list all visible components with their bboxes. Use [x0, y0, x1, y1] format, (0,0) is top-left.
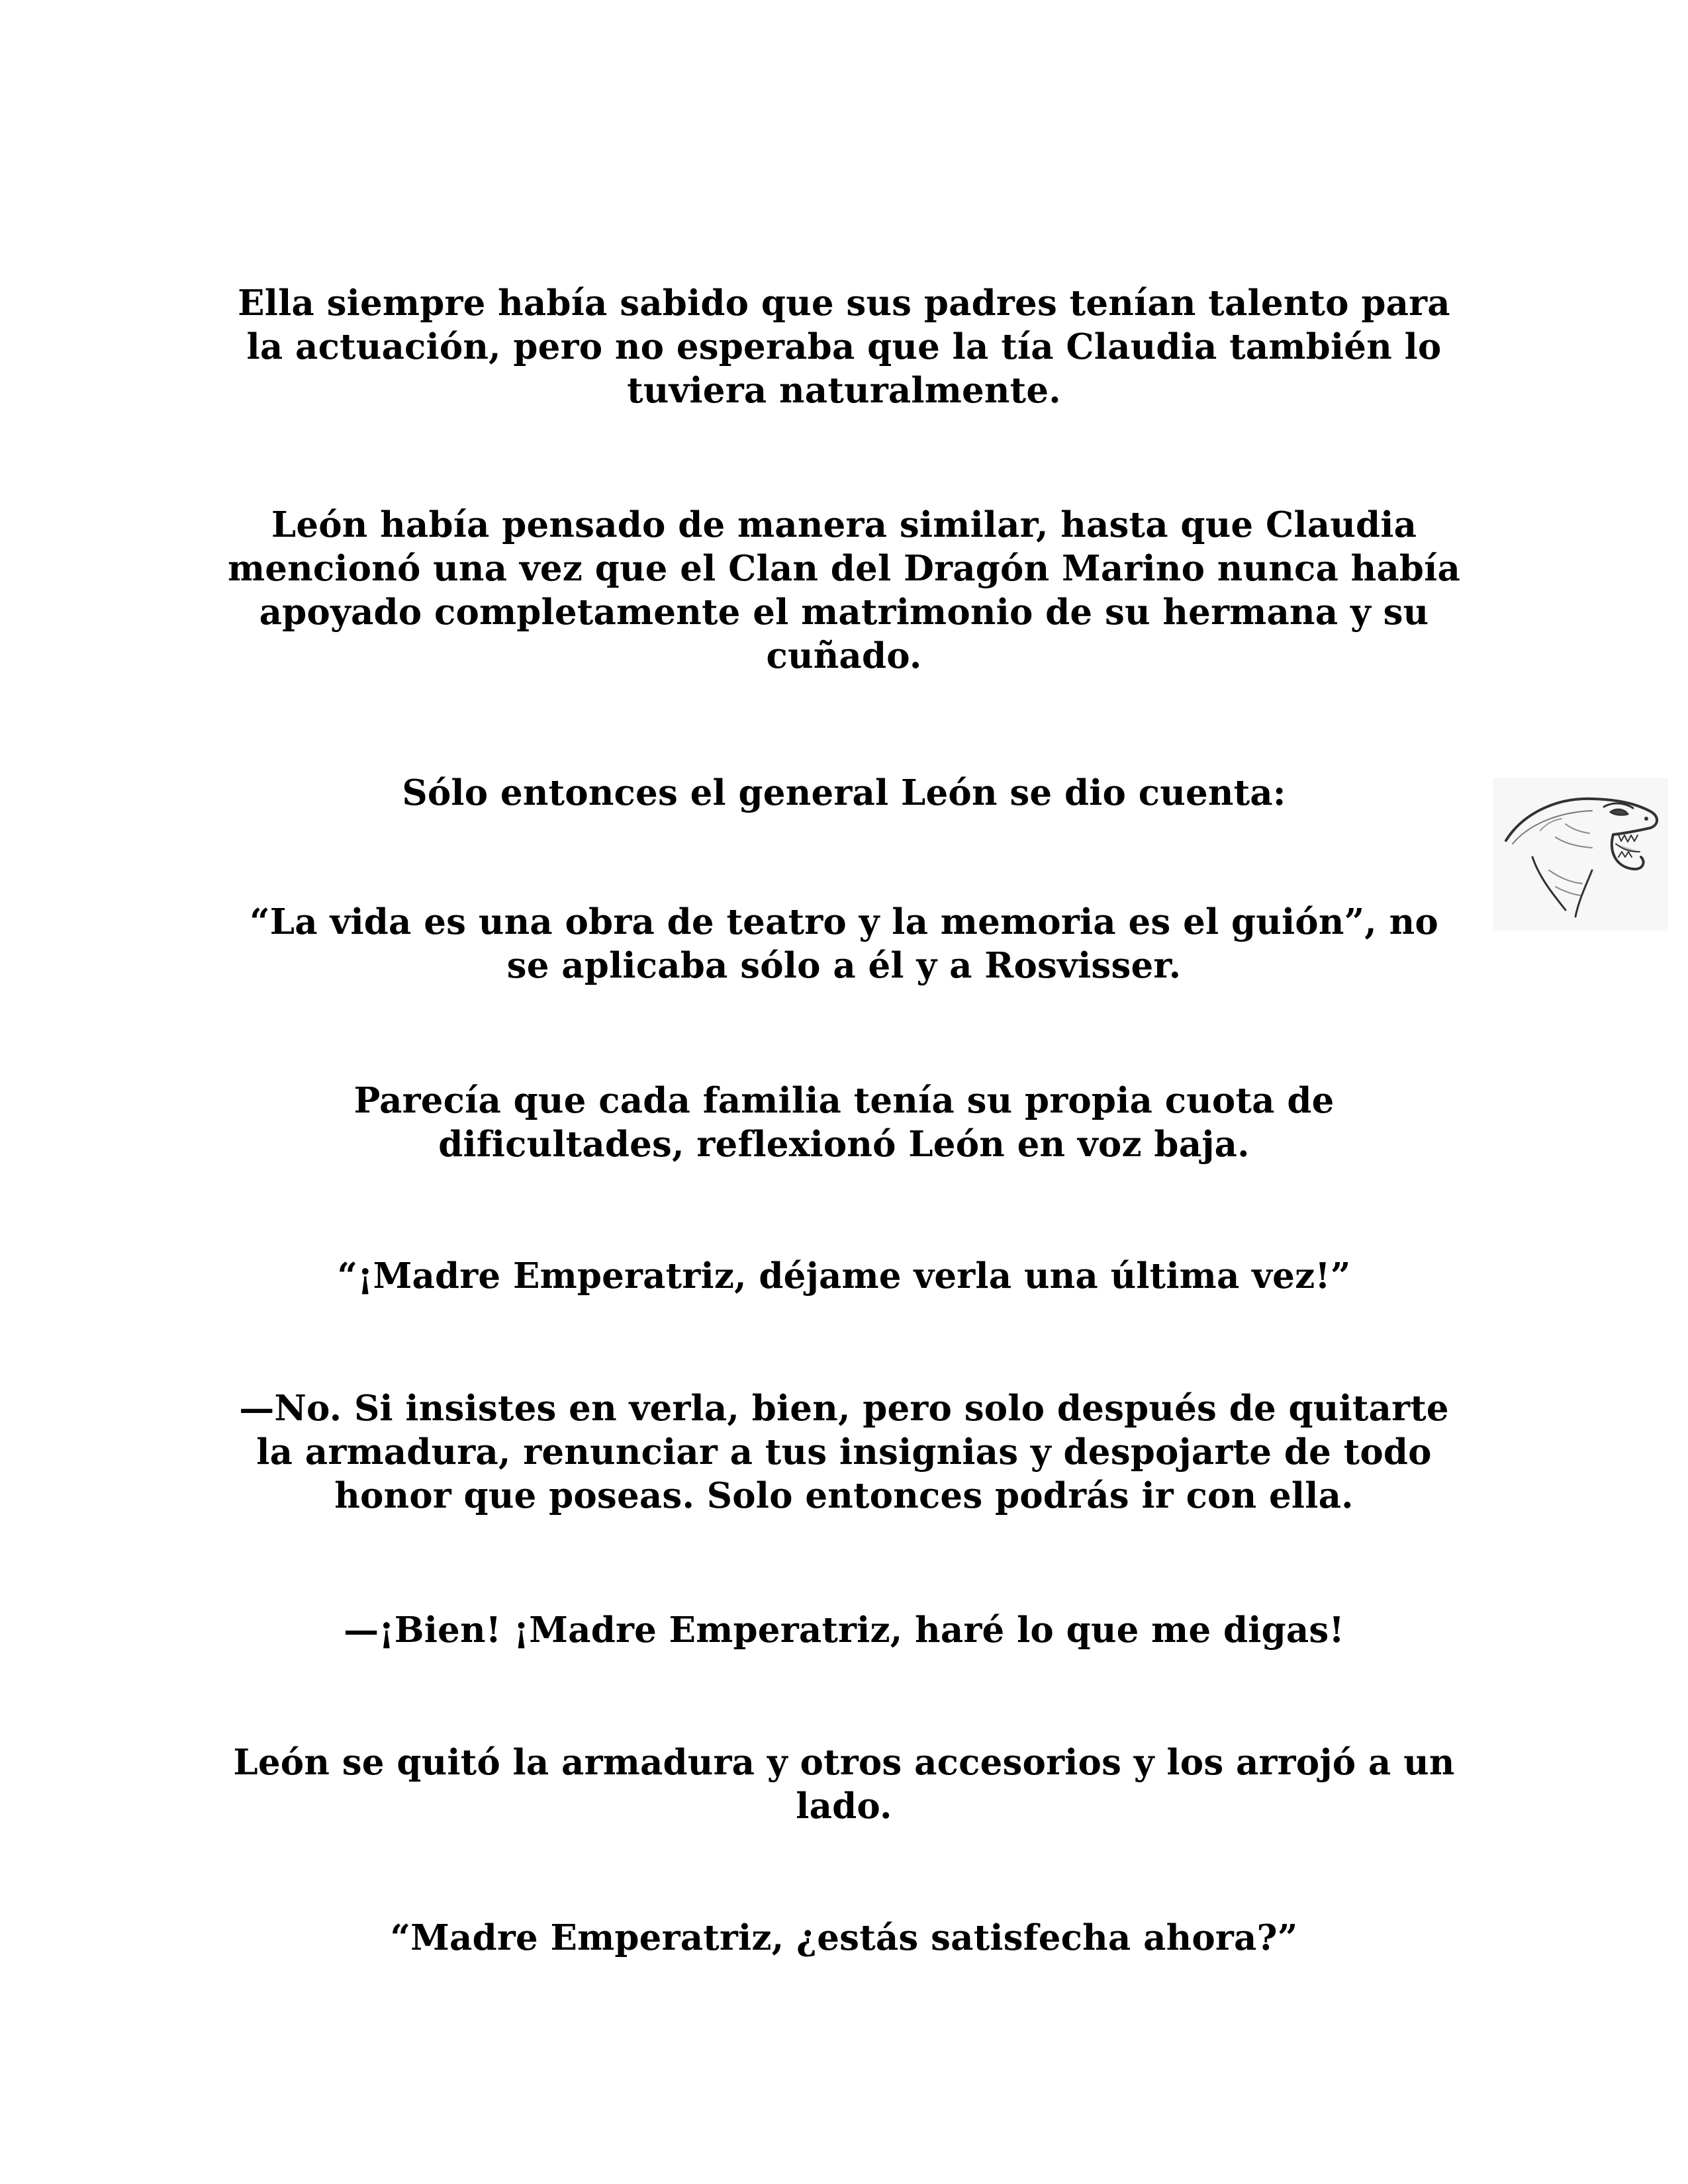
paragraph-7: —No. Si insistes en verla, bien, pero solo después de quitarte la armadura, renunciar a tus insignias y despojarte de todo honor que poseas. Solo entonces podrás ir con ella. [239, 1388, 1449, 1516]
paragraph-5: Parecía que cada familia tenía su propia cuota de dificultades, reflexionó León en voz baja. [353, 1080, 1335, 1165]
paragraph-2: León había pensado de manera similar, hasta que Claudia mencionó una vez que el Clan del Dragón Marino nunca había apoyado completamente el matrimonio de su hermana y su cuñado. [227, 504, 1461, 676]
paragraph-3: Sólo entonces el general León se dio cuenta: [402, 772, 1286, 813]
paragraph-4: “La vida es una obra de teatro y la memoria es el guión”, no se aplicaba sólo a él y a Rosvisser. [250, 901, 1438, 986]
paragraph-6: “¡Madre Emperatriz, déjame verla una última vez!” [337, 1255, 1351, 1297]
dinosaur-head-sketch-icon [1493, 778, 1668, 931]
paragraph-9: León se quitó la armadura y otros accesorios y los arrojó a un lado. [233, 1742, 1455, 1827]
paragraph-1: Ella siempre había sabido que sus padres tenían talento para la actuación, pero no esperaba que la tía Claudia también lo tuviera naturalmente. [238, 283, 1450, 411]
paragraph-8: —¡Bien! ¡Madre Emperatriz, haré lo que me digas! [344, 1610, 1344, 1651]
paragraph-10: “Madre Emperatriz, ¿estás satisfecha ahora?” [390, 1917, 1298, 1958]
